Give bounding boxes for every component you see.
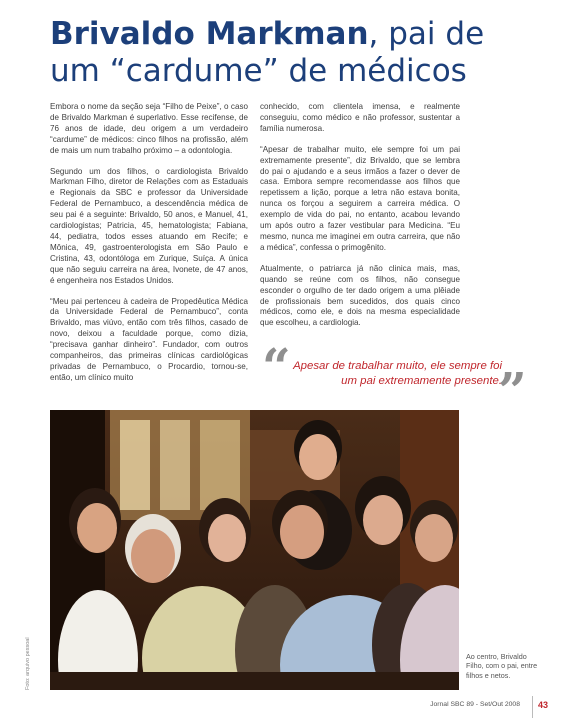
pull-quote bbox=[262, 337, 534, 420]
article-headline bbox=[50, 16, 540, 90]
open-quote-mark: “ bbox=[262, 337, 291, 396]
headline-name: Brivaldo Markman bbox=[50, 16, 369, 52]
publication-info: Jornal SBC 89 - Set/Out 2008 bbox=[430, 701, 520, 708]
paragraph: Atualmente, o patriarca já não clinica mais, mas, quando se reúne com os filhos, não consegue esconder o orgulho de ter dado origem a uma plêiade de profissionais bem sucedidos, dos quais cinco médicos, como ele, e dois na mesma especialidade que escolheu, a cardiologia. bbox=[260, 263, 460, 328]
body-column-right bbox=[260, 102, 460, 339]
paragraph: “Apesar de trabalhar muito, ele sempre foi um pai extremamente presente”, diz Brivaldo, que se lembra do pai o ajudando e a seus irmãos a fazer o dever de casa. Embora sempre recomendasse aos filhos que repetissem a lição, porque a letra não estava bonita, nunca os forçou a seguirem a carreira médica. O exemplo de vida do pai, no entanto, acabou levando um após outro a fazer vestibular para Medicina. “Eu mesmo, nunca me imaginei em outra carreira, que não a médica”, confessa o primogênito. bbox=[260, 144, 460, 252]
page-footer bbox=[0, 696, 572, 725]
close-quote-mark: ” bbox=[498, 361, 527, 420]
photo-credit: Foto: arquivo pessoal bbox=[25, 637, 31, 690]
paragraph: conhecido, com clientela imensa, e realmente conseguiu, como médico e não professor, sustentar a família numerosa. bbox=[260, 102, 460, 133]
family-photo-illustration bbox=[50, 410, 459, 690]
paragraph: Segundo um dos filhos, o cardiologista Brivaldo Markman Filho, diretor de Relações com as Estaduais e Regionais da SBC e professor da Universidade Federal de Pernambuco, a descendência médica de seu pai é a seguinte: Brivaldo, 50 anos, e Manuel, 41, cardiologistas; Patricia, 45, hematologista; Fabiana, 44, pediatra, todos esses atuando em Recife; e Mônica, 49, gastroenterologista em São Paulo e Cristina, 43, odontóloga em Zurique, Suíça. A única que não seguiu carreira na área, Ivonete, de 47 anos, é engenheira nos Estados Unidos. bbox=[50, 166, 248, 285]
page-number: 43 bbox=[538, 700, 549, 710]
photo-caption: Ao centro, Brivaldo Filho, com o pai, entre filhos e netos. bbox=[466, 652, 538, 680]
pull-quote-text: Apesar de trabalhar muito, ele sempre foi um pai extremamente presente. bbox=[293, 360, 502, 387]
headline-rest: , pai de um “cardume” de médicos bbox=[50, 16, 485, 89]
paragraph: “Meu pai pertenceu à cadeira de Propedêutica Médica da Universidade Federal de Pernambuco”, conta Brivaldo, mas viúvo, então com três filhos, casado de novo, deixou a faculdade porque, como dizia, “precisava ganhar dinheiro”. Fundador, com outros companheiros, das primeiras clínicas cardiológicas privadas de Pernambuco, o Procardio, tornou-se, então, um clínico muito bbox=[50, 296, 248, 382]
body-column-left bbox=[50, 102, 248, 394]
paragraph: Embora o nome da seção seja “Filho de Peixe”, o caso de Brivaldo Markman é superlativo. Esse recifense, de 76 anos de idade, deu origem a um verdadeiro “cardume” de médicos: cinco filhos na profissão, além de mais um num trabalho próximo – a odontologia. bbox=[50, 102, 248, 155]
footer-divider bbox=[532, 696, 533, 718]
family-photo bbox=[50, 410, 459, 690]
